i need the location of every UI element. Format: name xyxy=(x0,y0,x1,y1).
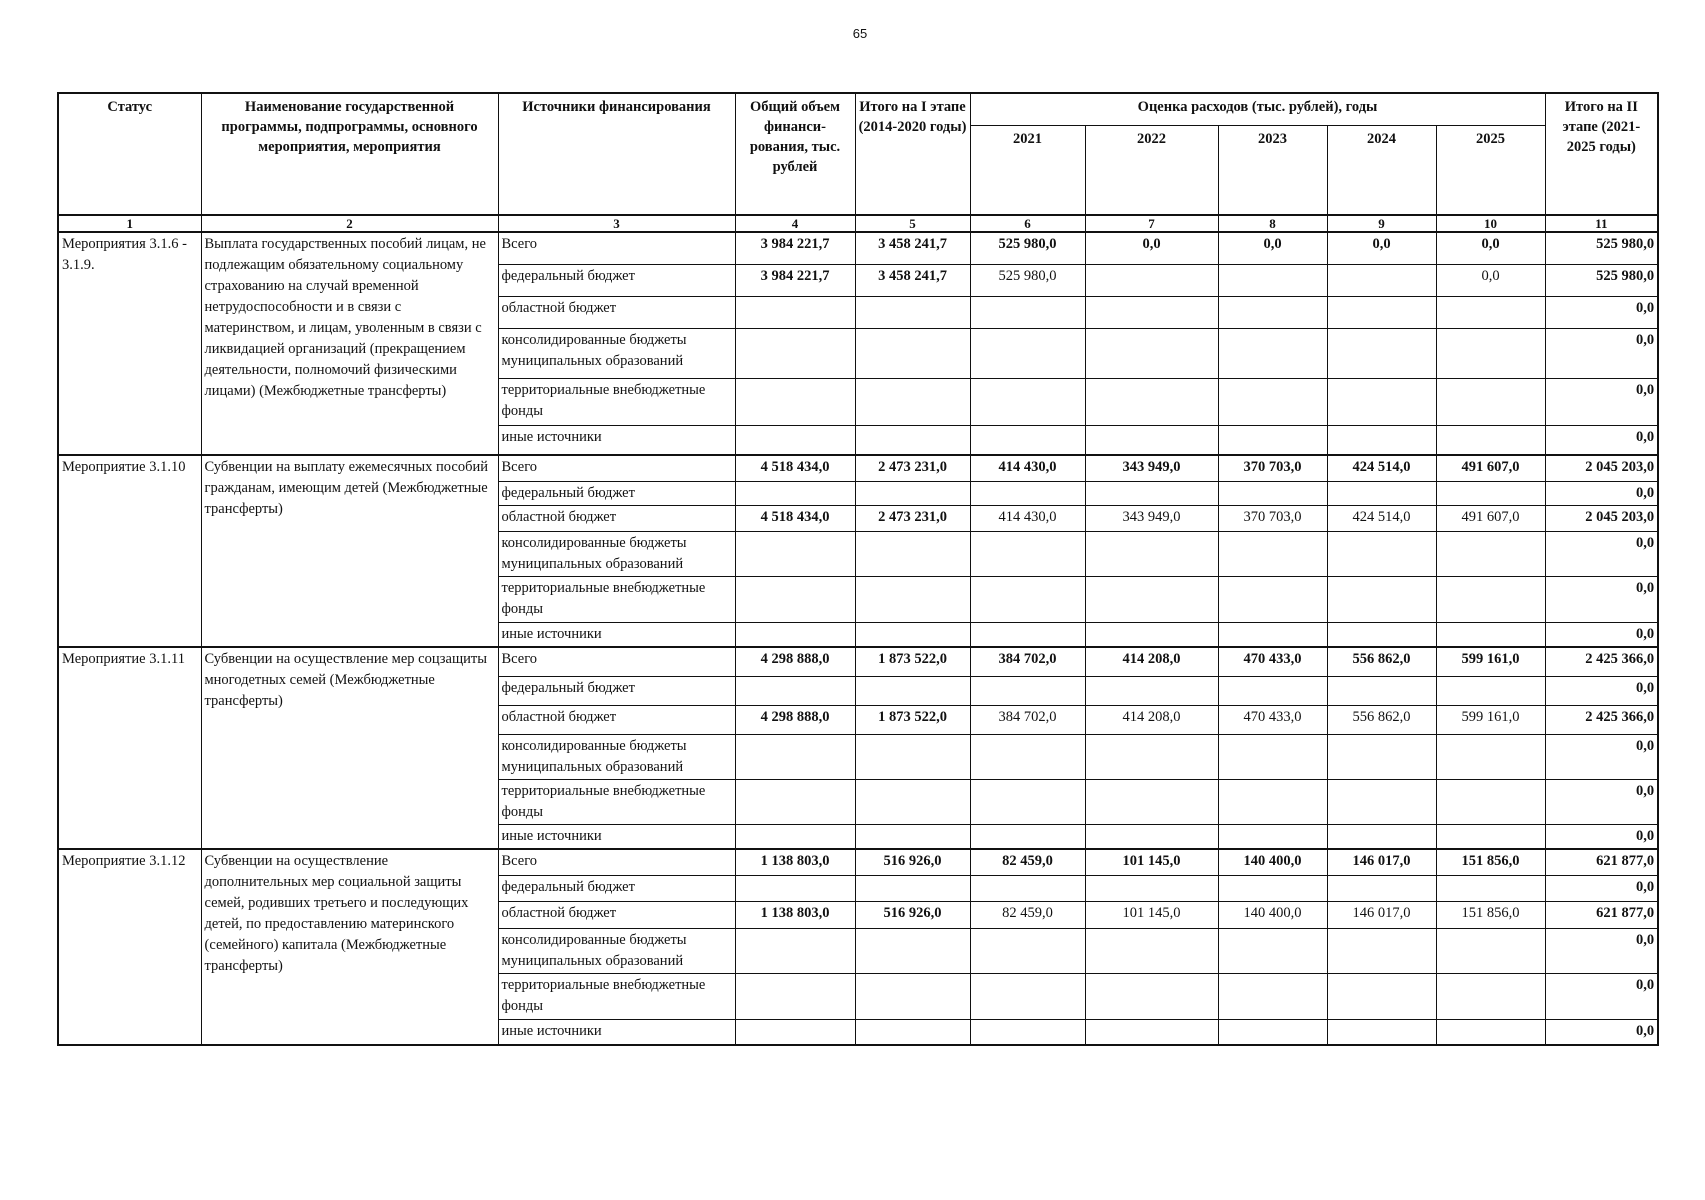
funding-source-cell: Всего xyxy=(498,232,735,265)
header-estimate: Оценка расходов (тыс. рублей), годы xyxy=(970,93,1545,126)
value-cell-stage1: 2 473 231,0 xyxy=(855,506,970,532)
value-cell-stage1 xyxy=(855,677,970,706)
value-cell-y2025 xyxy=(1436,735,1545,780)
value-cell-stage1: 1 873 522,0 xyxy=(855,706,970,735)
value-cell-y2023: 0,0 xyxy=(1218,232,1327,265)
value-cell-y2022 xyxy=(1085,379,1218,426)
value-cell-stage2: 0,0 xyxy=(1545,974,1658,1020)
value-cell-y2024 xyxy=(1327,780,1436,825)
value-cell-y2023 xyxy=(1218,825,1327,850)
funding-source-cell: федеральный бюджет xyxy=(498,876,735,902)
status-cell: Мероприятие 3.1.12 xyxy=(58,849,201,1045)
value-cell-y2021: 384 702,0 xyxy=(970,706,1085,735)
column-number: 2 xyxy=(201,215,498,232)
value-cell-y2024 xyxy=(1327,677,1436,706)
value-cell-total: 4 298 888,0 xyxy=(735,647,855,677)
value-cell-y2023: 370 703,0 xyxy=(1218,455,1327,482)
value-cell-y2023 xyxy=(1218,677,1327,706)
value-cell-y2025 xyxy=(1436,780,1545,825)
value-cell-y2022: 101 145,0 xyxy=(1085,849,1218,876)
value-cell-y2023 xyxy=(1218,876,1327,902)
value-cell-y2022: 343 949,0 xyxy=(1085,455,1218,482)
value-cell-total: 3 984 221,7 xyxy=(735,232,855,265)
value-cell-total xyxy=(735,623,855,648)
value-cell-total: 1 138 803,0 xyxy=(735,902,855,929)
value-cell-y2022 xyxy=(1085,735,1218,780)
value-cell-y2024: 0,0 xyxy=(1327,232,1436,265)
value-cell-stage2: 2 045 203,0 xyxy=(1545,455,1658,482)
measure-name-cell: Субвенции на выплату ежемесячных пособий гражданам, имеющим детей (Межбюджетные трансферты) xyxy=(201,455,498,647)
value-cell-stage2: 0,0 xyxy=(1545,379,1658,426)
value-cell-y2025 xyxy=(1436,329,1545,379)
value-cell-total xyxy=(735,329,855,379)
value-cell-y2025 xyxy=(1436,974,1545,1020)
page-number: 65 xyxy=(852,26,868,41)
value-cell-y2025 xyxy=(1436,482,1545,506)
value-cell-y2021 xyxy=(970,297,1085,329)
value-cell-y2021: 414 430,0 xyxy=(970,455,1085,482)
value-cell-stage1: 2 473 231,0 xyxy=(855,455,970,482)
value-cell-y2025 xyxy=(1436,929,1545,974)
value-cell-y2025: 491 607,0 xyxy=(1436,506,1545,532)
funding-source-cell: консолидированные бюджеты муниципальных образований xyxy=(498,329,735,379)
value-cell-y2025: 491 607,0 xyxy=(1436,455,1545,482)
header-stage1: Итого на I этапе (2014-2020 годы) xyxy=(855,93,970,215)
value-cell-y2021: 82 459,0 xyxy=(970,902,1085,929)
funding-source-cell: областной бюджет xyxy=(498,506,735,532)
value-cell-y2021 xyxy=(970,780,1085,825)
value-cell-stage1 xyxy=(855,974,970,1020)
value-cell-stage1: 516 926,0 xyxy=(855,849,970,876)
value-cell-y2022 xyxy=(1085,1020,1218,1046)
value-cell-y2025 xyxy=(1436,532,1545,577)
value-cell-y2023: 140 400,0 xyxy=(1218,902,1327,929)
value-cell-y2025: 0,0 xyxy=(1436,232,1545,265)
value-cell-stage2: 525 980,0 xyxy=(1545,265,1658,297)
value-cell-y2024 xyxy=(1327,623,1436,648)
value-cell-stage1 xyxy=(855,876,970,902)
value-cell-y2025 xyxy=(1436,677,1545,706)
value-cell-y2022 xyxy=(1085,482,1218,506)
value-cell-total xyxy=(735,482,855,506)
funding-source-cell: областной бюджет xyxy=(498,902,735,929)
value-cell-y2022: 343 949,0 xyxy=(1085,506,1218,532)
value-cell-stage2: 0,0 xyxy=(1545,1020,1658,1046)
value-cell-y2021 xyxy=(970,974,1085,1020)
value-cell-stage1: 3 458 241,7 xyxy=(855,232,970,265)
value-cell-stage2: 621 877,0 xyxy=(1545,849,1658,876)
column-number: 4 xyxy=(735,215,855,232)
value-cell-y2023: 470 433,0 xyxy=(1218,647,1327,677)
header-year: 2025 xyxy=(1436,126,1545,216)
value-cell-y2024: 424 514,0 xyxy=(1327,506,1436,532)
value-cell-stage1 xyxy=(855,532,970,577)
value-cell-y2022 xyxy=(1085,532,1218,577)
value-cell-y2022 xyxy=(1085,426,1218,456)
column-number: 8 xyxy=(1218,215,1327,232)
value-cell-y2023 xyxy=(1218,780,1327,825)
value-cell-total xyxy=(735,297,855,329)
value-cell-stage1: 516 926,0 xyxy=(855,902,970,929)
value-cell-y2021 xyxy=(970,482,1085,506)
measure-name-cell: Выплата государственных пособий лицам, не подлежащим обязательному социальному страхованию на случай временной нетрудоспособности и в связи с материнством, и лицам, уволенным в связи с ликвидацией организаций (прекращением деятельности, полномочий физическими лицами) (Межбюджетные трансферты) xyxy=(201,232,498,455)
value-cell-total: 4 518 434,0 xyxy=(735,506,855,532)
value-cell-y2024 xyxy=(1327,577,1436,623)
value-cell-stage1 xyxy=(855,426,970,456)
value-cell-stage2: 0,0 xyxy=(1545,532,1658,577)
value-cell-y2024 xyxy=(1327,265,1436,297)
value-cell-y2022 xyxy=(1085,974,1218,1020)
value-cell-y2022 xyxy=(1085,876,1218,902)
value-cell-y2022: 414 208,0 xyxy=(1085,647,1218,677)
value-cell-stage2: 0,0 xyxy=(1545,825,1658,850)
value-cell-y2025: 151 856,0 xyxy=(1436,849,1545,876)
table-row xyxy=(58,849,1658,876)
value-cell-y2023 xyxy=(1218,974,1327,1020)
value-cell-y2023 xyxy=(1218,379,1327,426)
value-cell-stage1 xyxy=(855,482,970,506)
value-cell-y2022 xyxy=(1085,297,1218,329)
funding-source-cell: консолидированные бюджеты муниципальных образований xyxy=(498,929,735,974)
value-cell-y2023 xyxy=(1218,1020,1327,1046)
value-cell-stage2: 0,0 xyxy=(1545,677,1658,706)
value-cell-y2023: 140 400,0 xyxy=(1218,849,1327,876)
value-cell-stage2: 0,0 xyxy=(1545,780,1658,825)
value-cell-y2021 xyxy=(970,532,1085,577)
value-cell-total xyxy=(735,1020,855,1046)
funding-source-cell: федеральный бюджет xyxy=(498,677,735,706)
value-cell-total xyxy=(735,876,855,902)
table-row xyxy=(58,647,1658,677)
value-cell-y2021 xyxy=(970,735,1085,780)
value-cell-total xyxy=(735,825,855,850)
value-cell-y2023 xyxy=(1218,623,1327,648)
funding-source-cell: консолидированные бюджеты муниципальных образований xyxy=(498,532,735,577)
funding-source-cell: иные источники xyxy=(498,623,735,648)
funding-source-cell: иные источники xyxy=(498,825,735,850)
value-cell-y2024 xyxy=(1327,329,1436,379)
header-year: 2024 xyxy=(1327,126,1436,216)
value-cell-stage2: 0,0 xyxy=(1545,623,1658,648)
column-number: 3 xyxy=(498,215,735,232)
column-number: 6 xyxy=(970,215,1085,232)
table-header xyxy=(58,93,1658,215)
value-cell-stage2: 0,0 xyxy=(1545,297,1658,329)
value-cell-y2025 xyxy=(1436,623,1545,648)
header-year: 2023 xyxy=(1218,126,1327,216)
column-numbers-row xyxy=(58,215,1658,232)
value-cell-y2024 xyxy=(1327,825,1436,850)
value-cell-y2023: 370 703,0 xyxy=(1218,506,1327,532)
value-cell-total xyxy=(735,929,855,974)
value-cell-y2023 xyxy=(1218,929,1327,974)
value-cell-y2024 xyxy=(1327,297,1436,329)
value-cell-y2021 xyxy=(970,825,1085,850)
value-cell-y2025 xyxy=(1436,379,1545,426)
value-cell-y2021 xyxy=(970,623,1085,648)
funding-source-cell: иные источники xyxy=(498,426,735,456)
value-cell-y2024 xyxy=(1327,974,1436,1020)
header-year: 2022 xyxy=(1085,126,1218,216)
value-cell-stage2: 0,0 xyxy=(1545,735,1658,780)
column-number: 1 xyxy=(58,215,201,232)
value-cell-y2024 xyxy=(1327,482,1436,506)
status-cell: Мероприятия 3.1.6 - 3.1.9. xyxy=(58,232,201,455)
funding-source-cell: федеральный бюджет xyxy=(498,482,735,506)
value-cell-y2025: 151 856,0 xyxy=(1436,902,1545,929)
value-cell-y2021: 82 459,0 xyxy=(970,849,1085,876)
value-cell-y2021: 414 430,0 xyxy=(970,506,1085,532)
value-cell-total xyxy=(735,780,855,825)
funding-source-cell: иные источники xyxy=(498,1020,735,1046)
measure-name-cell: Субвенции на осуществление дополнительных мер социальной защиты семей, родивших третьего и последующих детей, по предоставлению материнского (семейного) капитала (Межбюджетные трансферты) xyxy=(201,849,498,1045)
value-cell-y2021 xyxy=(970,426,1085,456)
value-cell-y2023 xyxy=(1218,735,1327,780)
value-cell-y2021 xyxy=(970,1020,1085,1046)
value-cell-y2024 xyxy=(1327,929,1436,974)
value-cell-stage1 xyxy=(855,623,970,648)
value-cell-y2021 xyxy=(970,379,1085,426)
value-cell-y2024 xyxy=(1327,379,1436,426)
header-total: Общий объем финанси-рования, тыс. рублей xyxy=(735,93,855,215)
value-cell-total: 4 298 888,0 xyxy=(735,706,855,735)
header-sources: Источники финансирования xyxy=(498,93,735,215)
value-cell-y2022: 414 208,0 xyxy=(1085,706,1218,735)
value-cell-stage2: 0,0 xyxy=(1545,482,1658,506)
value-cell-total: 4 518 434,0 xyxy=(735,455,855,482)
table-row xyxy=(58,455,1658,482)
value-cell-y2025 xyxy=(1436,825,1545,850)
funding-source-cell: Всего xyxy=(498,647,735,677)
value-cell-y2023: 470 433,0 xyxy=(1218,706,1327,735)
value-cell-y2024 xyxy=(1327,876,1436,902)
value-cell-total xyxy=(735,426,855,456)
value-cell-total xyxy=(735,379,855,426)
value-cell-y2023 xyxy=(1218,426,1327,456)
value-cell-total xyxy=(735,677,855,706)
value-cell-y2022 xyxy=(1085,329,1218,379)
value-cell-y2023 xyxy=(1218,329,1327,379)
value-cell-stage1 xyxy=(855,1020,970,1046)
value-cell-y2022: 0,0 xyxy=(1085,232,1218,265)
value-cell-stage1: 1 873 522,0 xyxy=(855,647,970,677)
budget-table xyxy=(57,92,1659,1046)
value-cell-y2021 xyxy=(970,329,1085,379)
value-cell-stage2: 0,0 xyxy=(1545,876,1658,902)
value-cell-y2021: 384 702,0 xyxy=(970,647,1085,677)
header-year: 2021 xyxy=(970,126,1085,216)
value-cell-stage2: 0,0 xyxy=(1545,929,1658,974)
value-cell-y2024: 424 514,0 xyxy=(1327,455,1436,482)
value-cell-y2022 xyxy=(1085,623,1218,648)
value-cell-y2022: 101 145,0 xyxy=(1085,902,1218,929)
value-cell-total: 3 984 221,7 xyxy=(735,265,855,297)
funding-source-cell: консолидированные бюджеты муниципальных образований xyxy=(498,735,735,780)
value-cell-y2025 xyxy=(1436,297,1545,329)
funding-source-cell: территориальные внебюджетные фонды xyxy=(498,379,735,426)
value-cell-stage1 xyxy=(855,780,970,825)
value-cell-y2025: 599 161,0 xyxy=(1436,706,1545,735)
value-cell-y2022 xyxy=(1085,780,1218,825)
value-cell-y2022 xyxy=(1085,677,1218,706)
funding-source-cell: федеральный бюджет xyxy=(498,265,735,297)
value-cell-y2023 xyxy=(1218,577,1327,623)
value-cell-y2024: 146 017,0 xyxy=(1327,849,1436,876)
value-cell-stage1 xyxy=(855,379,970,426)
column-number: 7 xyxy=(1085,215,1218,232)
value-cell-total xyxy=(735,735,855,780)
value-cell-stage1 xyxy=(855,735,970,780)
header-name: Наименование государственной программы, подпрограммы, основного мероприятия, мероприятия xyxy=(201,93,498,215)
value-cell-stage2: 0,0 xyxy=(1545,577,1658,623)
value-cell-y2024: 556 862,0 xyxy=(1327,706,1436,735)
value-cell-total xyxy=(735,974,855,1020)
table-body xyxy=(58,215,1658,1045)
column-number: 11 xyxy=(1545,215,1658,232)
value-cell-stage2: 0,0 xyxy=(1545,329,1658,379)
value-cell-stage1 xyxy=(855,825,970,850)
value-cell-y2025 xyxy=(1436,577,1545,623)
value-cell-total xyxy=(735,577,855,623)
value-cell-stage2: 2 425 366,0 xyxy=(1545,647,1658,677)
status-cell: Мероприятие 3.1.11 xyxy=(58,647,201,849)
funding-source-cell: Всего xyxy=(498,849,735,876)
column-number: 5 xyxy=(855,215,970,232)
value-cell-stage1 xyxy=(855,329,970,379)
value-cell-stage1 xyxy=(855,577,970,623)
measure-name-cell: Субвенции на осуществление мер соцзащиты многодетных семей (Межбюджетные трансферты) xyxy=(201,647,498,849)
funding-source-cell: областной бюджет xyxy=(498,706,735,735)
value-cell-y2023 xyxy=(1218,532,1327,577)
column-number: 10 xyxy=(1436,215,1545,232)
value-cell-y2024 xyxy=(1327,426,1436,456)
value-cell-y2022 xyxy=(1085,265,1218,297)
value-cell-y2022 xyxy=(1085,929,1218,974)
header-stage2: Итого на II этапе (2021-2025 годы) xyxy=(1545,93,1658,215)
value-cell-y2024 xyxy=(1327,735,1436,780)
value-cell-y2025 xyxy=(1436,876,1545,902)
value-cell-stage2: 621 877,0 xyxy=(1545,902,1658,929)
value-cell-y2021 xyxy=(970,929,1085,974)
value-cell-stage1 xyxy=(855,297,970,329)
value-cell-y2023 xyxy=(1218,265,1327,297)
value-cell-y2025: 599 161,0 xyxy=(1436,647,1545,677)
value-cell-y2021 xyxy=(970,876,1085,902)
value-cell-y2021: 525 980,0 xyxy=(970,232,1085,265)
value-cell-y2024 xyxy=(1327,532,1436,577)
value-cell-y2021 xyxy=(970,577,1085,623)
funding-source-cell: территориальные внебюджетные фонды xyxy=(498,974,735,1020)
value-cell-y2024: 556 862,0 xyxy=(1327,647,1436,677)
value-cell-stage1 xyxy=(855,929,970,974)
funding-source-cell: территориальные внебюджетные фонды xyxy=(498,780,735,825)
value-cell-y2025 xyxy=(1436,1020,1545,1046)
value-cell-y2021 xyxy=(970,677,1085,706)
value-cell-stage2: 2 045 203,0 xyxy=(1545,506,1658,532)
funding-source-cell: территориальные внебюджетные фонды xyxy=(498,577,735,623)
value-cell-stage2: 0,0 xyxy=(1545,426,1658,456)
value-cell-y2024: 146 017,0 xyxy=(1327,902,1436,929)
funding-source-cell: Всего xyxy=(498,455,735,482)
column-number: 9 xyxy=(1327,215,1436,232)
value-cell-y2021: 525 980,0 xyxy=(970,265,1085,297)
header-status: Статус xyxy=(58,93,201,215)
value-cell-y2025: 0,0 xyxy=(1436,265,1545,297)
value-cell-stage2: 2 425 366,0 xyxy=(1545,706,1658,735)
value-cell-stage1: 3 458 241,7 xyxy=(855,265,970,297)
value-cell-y2022 xyxy=(1085,577,1218,623)
value-cell-stage2: 525 980,0 xyxy=(1545,232,1658,265)
value-cell-total xyxy=(735,532,855,577)
funding-source-cell: областной бюджет xyxy=(498,297,735,329)
value-cell-y2024 xyxy=(1327,1020,1436,1046)
value-cell-y2023 xyxy=(1218,297,1327,329)
value-cell-y2022 xyxy=(1085,825,1218,850)
table-row xyxy=(58,232,1658,265)
status-cell: Мероприятие 3.1.10 xyxy=(58,455,201,647)
value-cell-y2025 xyxy=(1436,426,1545,456)
budget-sheet xyxy=(57,92,1657,1046)
value-cell-y2023 xyxy=(1218,482,1327,506)
value-cell-total: 1 138 803,0 xyxy=(735,849,855,876)
